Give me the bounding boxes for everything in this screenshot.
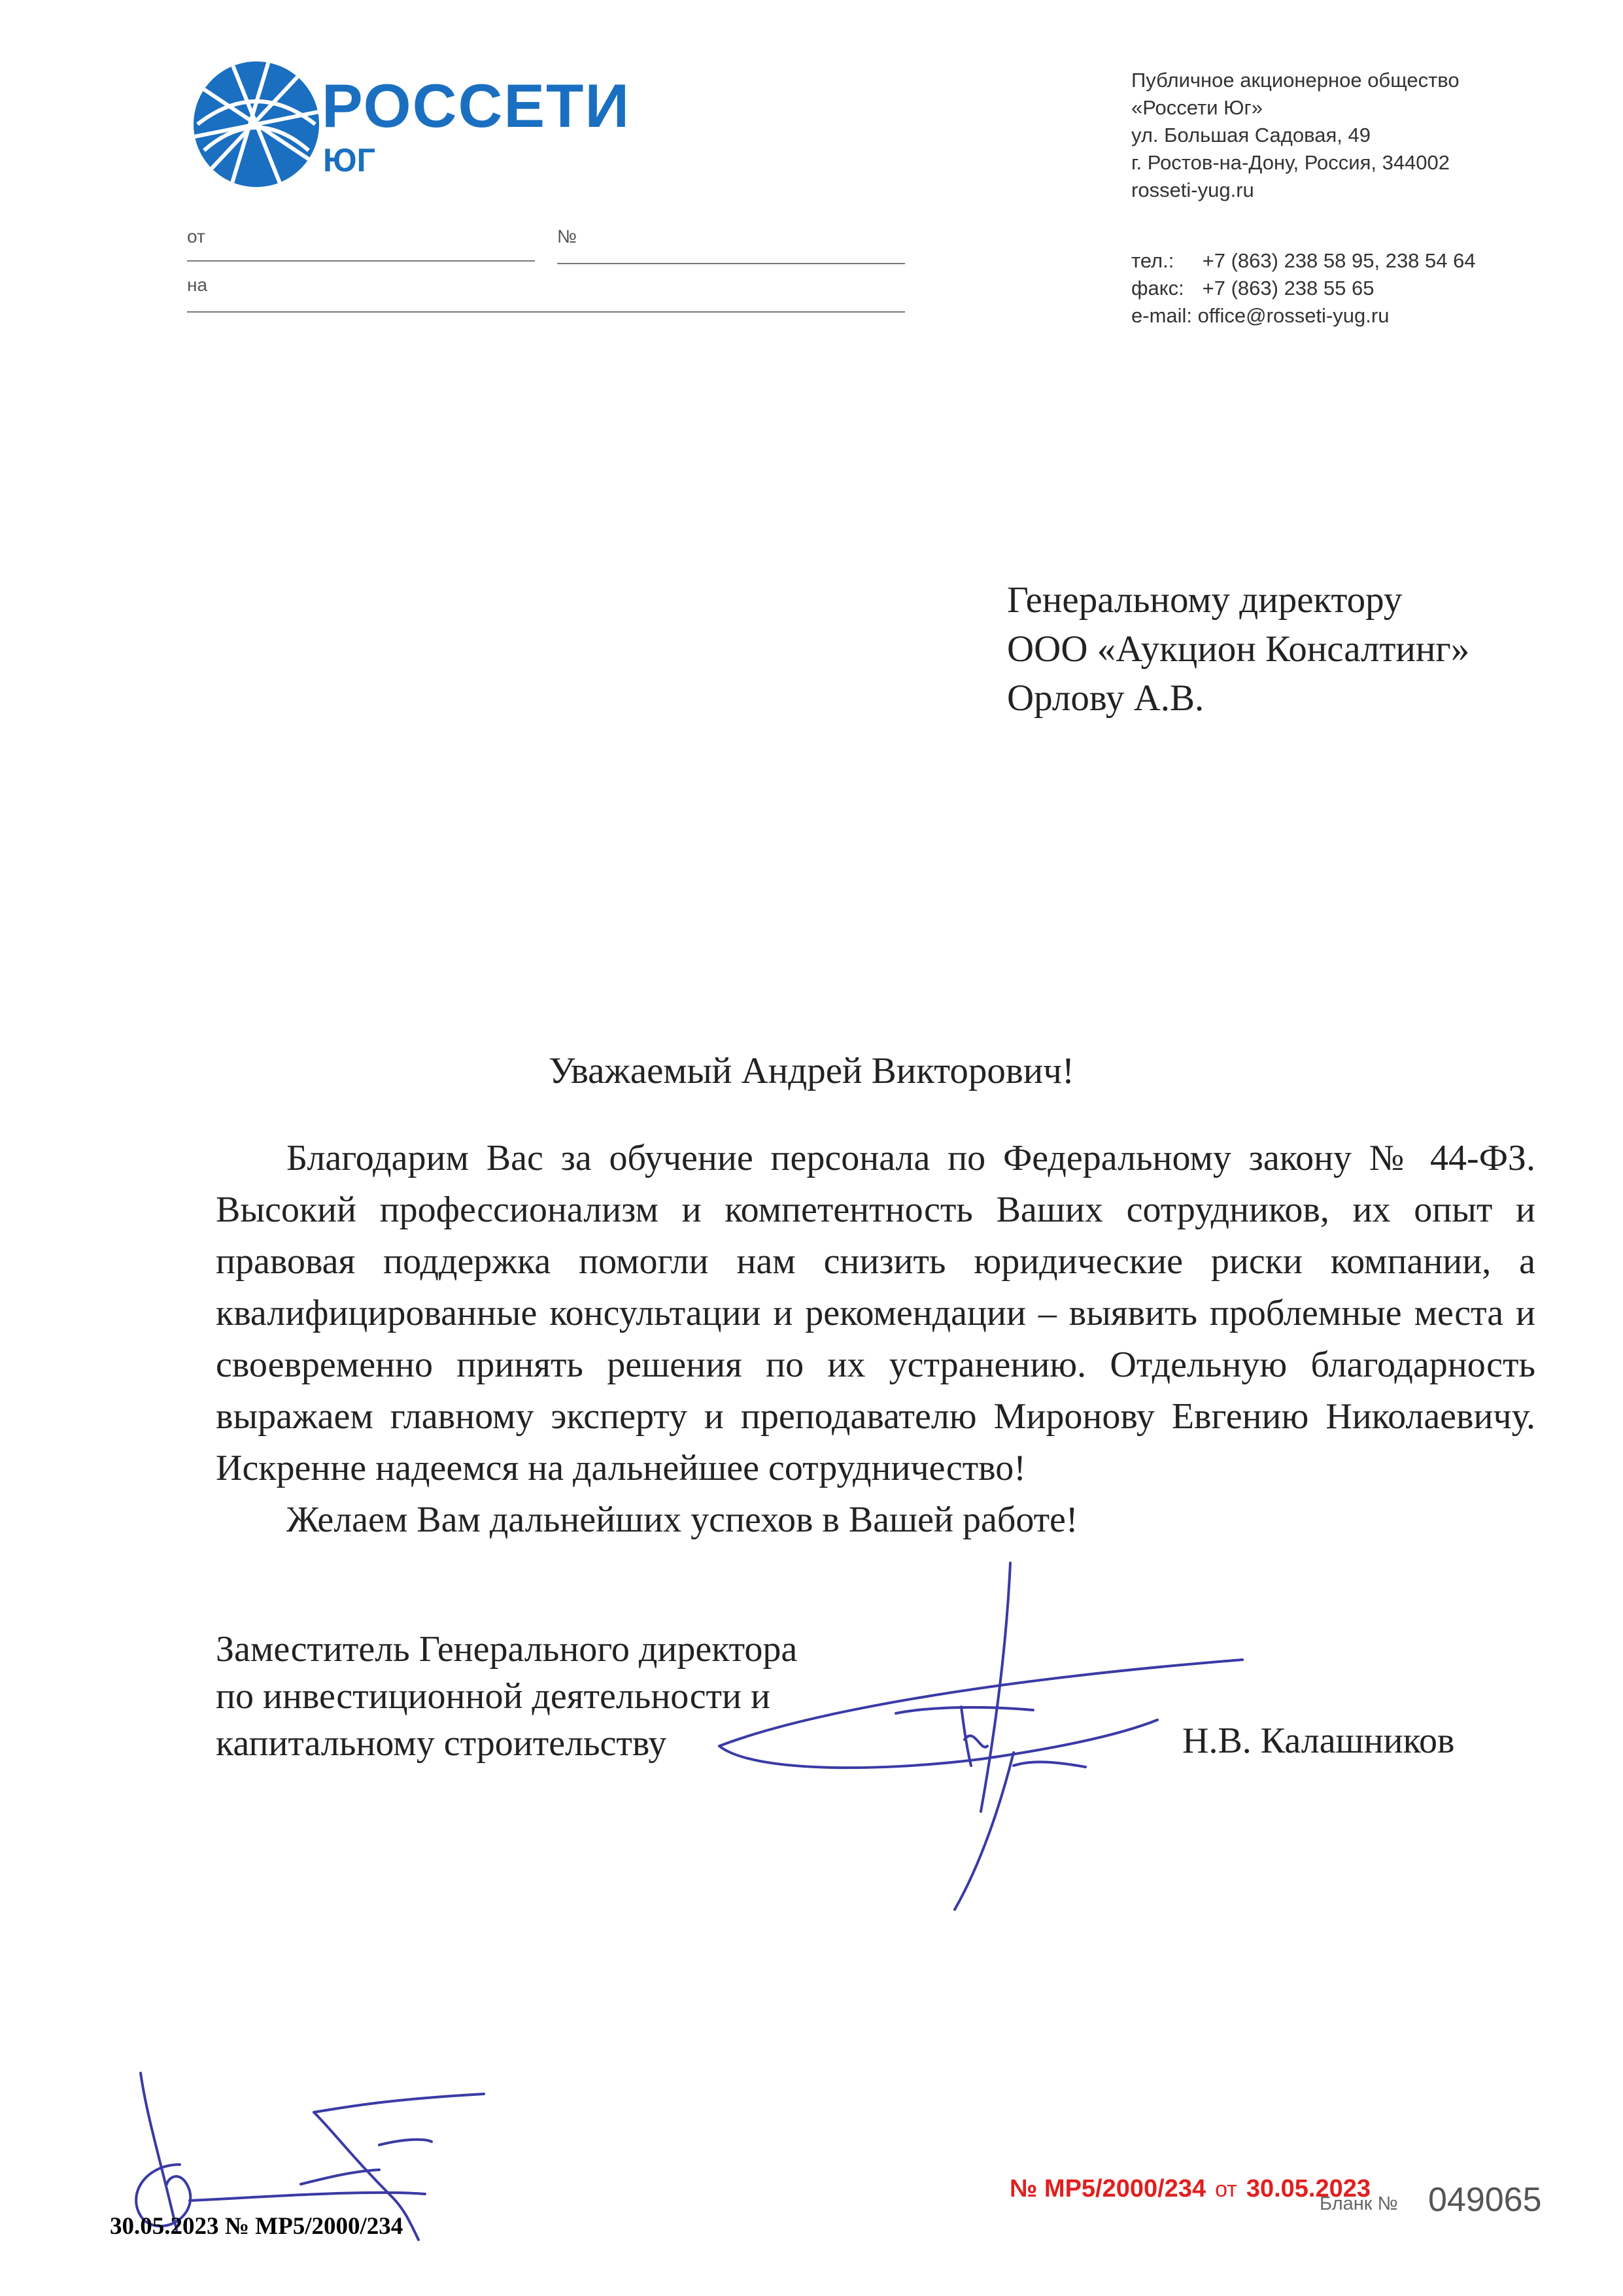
phone-label: тел.: [1131, 249, 1174, 272]
number-label: № [557, 226, 577, 247]
registration-date: 30.05.2023 [1246, 2175, 1371, 2202]
registration-stamp-left: 30.05.2023 № МР5/2000/234 [110, 2213, 403, 2240]
email-row [1131, 302, 1602, 330]
addressee-block [1007, 575, 1596, 723]
blank-label: Бланк № [1320, 2193, 1398, 2214]
to-label: на [187, 275, 208, 295]
registration-number: № МР5/2000/234 [1010, 2175, 1206, 2202]
body-paragraph: Благодарим Вас за обучение персонала по Федеральному закону № 44-ФЗ. Высокий профессионализм и компетентность Ваших сотрудников, их опыт и правовая поддержка помогли нам снизить юридические риски компании, а квалифицированные консультации и рекомендации – выявить проблемные места и своевременно принять решения по их устранению. Отдельную благодарность выражаем главному эксперту и преподавателю Миронову Евгению Николаевичу. Искренне надеемся на дальнейшее сотрудничество! [216, 1138, 1535, 1488]
registration-separator: от [1215, 2177, 1237, 2202]
addressee-name: Орлову А.В. [1007, 677, 1204, 719]
to-line [187, 311, 905, 313]
fax-value: +7 (863) 238 55 65 [1202, 277, 1375, 300]
fax-label: факс: [1131, 277, 1184, 300]
brand-name: РОССЕТИ [322, 71, 631, 140]
phone-value: +7 (863) 238 58 95, 238 54 64 [1202, 249, 1476, 272]
signer-title-line: по инвестиционной деятельности и [216, 1676, 770, 1717]
org-line: г. Ростов-на-Дону, Россия, 344002 [1131, 151, 1450, 174]
brand-subtitle: ЮГ [323, 142, 375, 179]
from-line [187, 260, 535, 262]
addressee-company: ООО «Аукцион Консалтинг» [1007, 628, 1470, 670]
email-value: office@rosseti-yug.ru [1197, 304, 1390, 327]
org-line: Публичное акционерное общество [1131, 69, 1460, 92]
number-line [557, 263, 905, 264]
addressee-position: Генеральному директору [1007, 579, 1403, 621]
salutation: Уважаемый Андрей Викторович! [549, 1050, 1074, 1091]
signer-title-line: капитальному строительству [216, 1723, 667, 1764]
rosseti-logo-icon [191, 59, 322, 190]
blank-number: 049065 [1428, 2181, 1542, 2219]
email-label: e-mail: [1131, 304, 1193, 327]
from-label: от [187, 226, 205, 247]
org-line: «Россети Юг» [1131, 96, 1263, 119]
phone-row [1131, 247, 1602, 275]
organization-details [1131, 67, 1602, 204]
signer-name: Н.В. Калашников [1182, 1721, 1455, 1761]
registration-stamp [1010, 2175, 1371, 2203]
fax-row [1131, 275, 1602, 302]
contact-details [1131, 247, 1602, 330]
letter-body [216, 1133, 1535, 1546]
body-paragraph: Желаем Вам дальнейших успехов в Вашей работе! [286, 1499, 1078, 1540]
org-website: rosseti-yug.ru [1131, 179, 1254, 201]
signer-title-line: Заместитель Генерального директора [216, 1629, 798, 1670]
org-line: ул. Большая Садовая, 49 [1131, 124, 1371, 146]
